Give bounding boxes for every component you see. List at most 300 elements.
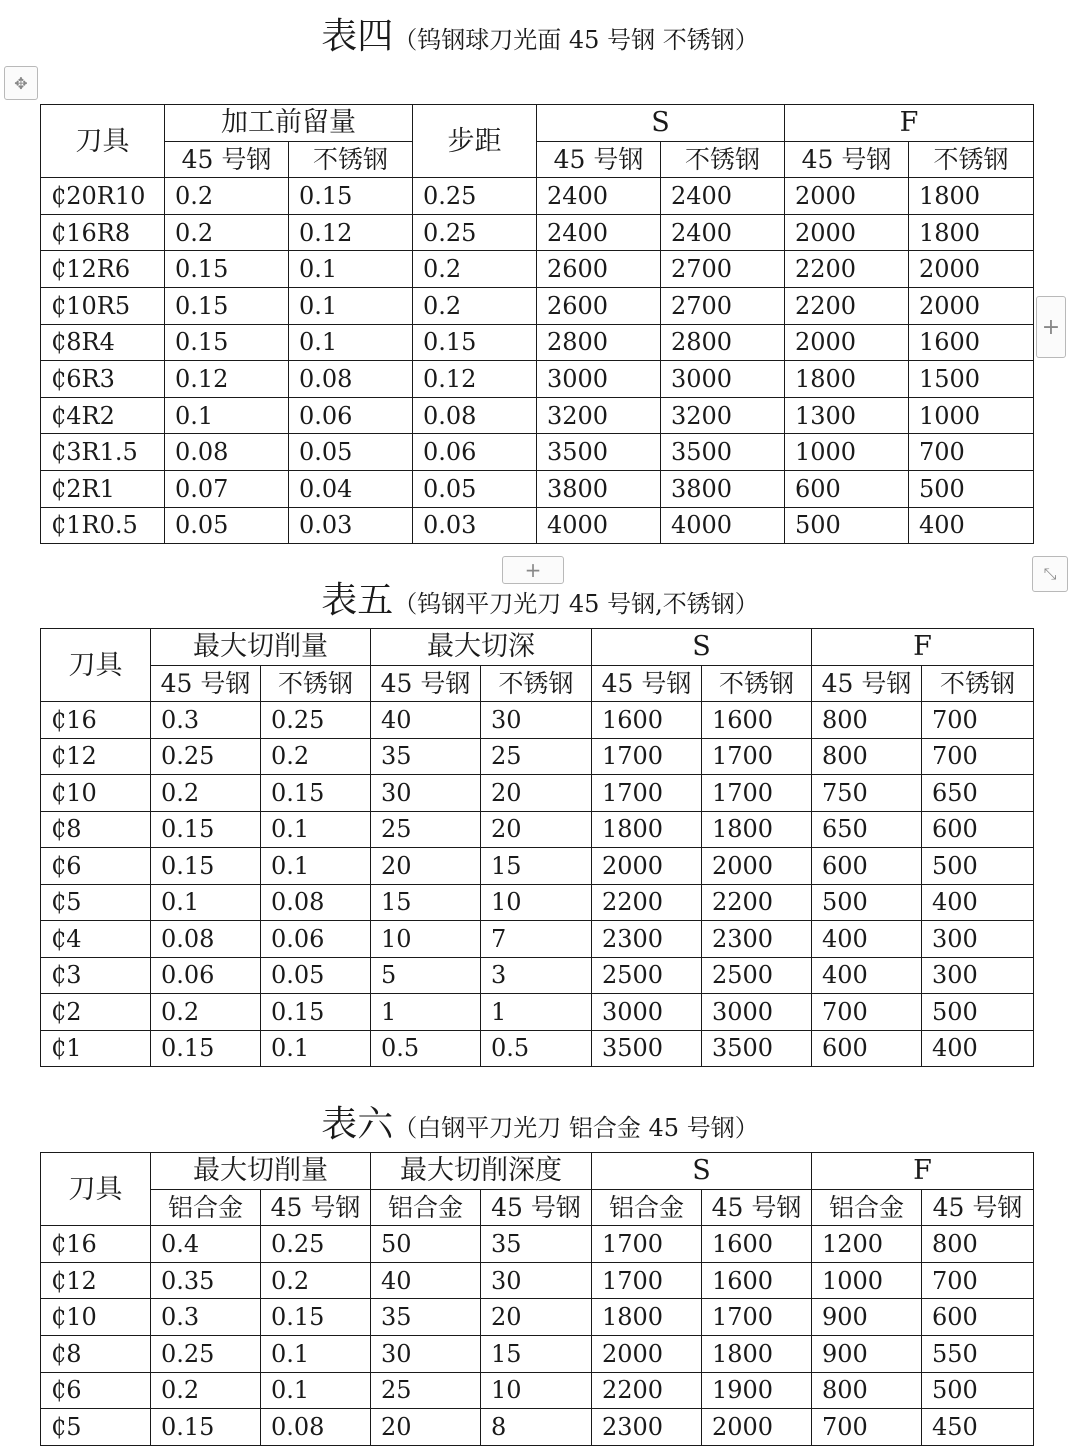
- table6-value-cell[interactable]: 0.15: [261, 1299, 371, 1336]
- table6-value-cell[interactable]: 30: [371, 1335, 481, 1372]
- table4-tool-cell[interactable]: ₵6R3: [41, 361, 165, 398]
- table5-value-cell[interactable]: 600: [922, 811, 1034, 848]
- table4-row: [41, 324, 1034, 361]
- table5-value-cell[interactable]: 500: [922, 848, 1034, 885]
- table6-value-cell[interactable]: 1800: [702, 1335, 812, 1372]
- table5-header-row: [41, 629, 1034, 666]
- table5-value-cell[interactable]: 700: [922, 702, 1034, 739]
- table6-subheader-row: [41, 1189, 1034, 1226]
- table5-value-cell[interactable]: 2000: [592, 848, 702, 885]
- table5-value-cell[interactable]: 1600: [592, 702, 702, 739]
- table5-value-cell[interactable]: 1700: [702, 775, 812, 812]
- table4-value-cell[interactable]: 0.1: [289, 287, 413, 324]
- table5-value-cell[interactable]: 0.1: [261, 811, 371, 848]
- table5-value-cell[interactable]: 500: [922, 994, 1034, 1031]
- table6-body: [41, 1226, 1034, 1446]
- table4-value-cell[interactable]: 0.04: [289, 470, 413, 507]
- table4-value-cell[interactable]: 2700: [661, 251, 785, 288]
- table6-value-cell[interactable]: 900: [812, 1335, 922, 1372]
- table5-value-cell[interactable]: 0.08: [261, 884, 371, 921]
- table4-row: [41, 434, 1034, 471]
- table6-row: [41, 1372, 1034, 1409]
- table6-row: [41, 1226, 1034, 1263]
- table5-value-cell[interactable]: 0.1: [151, 884, 261, 921]
- table5-value-cell[interactable]: 2500: [702, 957, 812, 994]
- table5-value-cell[interactable]: 0.5: [371, 1030, 481, 1067]
- table5-value-cell[interactable]: 0.2: [151, 775, 261, 812]
- table6-value-cell[interactable]: 1800: [592, 1299, 702, 1336]
- table4-row: [41, 470, 1034, 507]
- table5-subheader[interactable]: 45 号钢: [371, 665, 481, 702]
- add-row-icon[interactable]: +: [502, 556, 564, 584]
- table4-value-cell[interactable]: 0.03: [413, 507, 537, 544]
- table4-tool-cell[interactable]: ₵2R1: [41, 470, 165, 507]
- table6-value-cell[interactable]: 35: [371, 1299, 481, 1336]
- table6-value-cell[interactable]: 1600: [702, 1262, 812, 1299]
- table5-tool-cell[interactable]: ₵3: [41, 957, 151, 994]
- table4-row: [41, 287, 1034, 324]
- table5-row: [41, 957, 1034, 994]
- table4-header-stepover[interactable]: 步距: [413, 105, 537, 178]
- table5-row: [41, 1030, 1034, 1067]
- table6-value-cell[interactable]: 0.15: [151, 1409, 261, 1446]
- table4-value-cell[interactable]: 3500: [537, 434, 661, 471]
- table4-title-sub: （钨钢球刀光面 45 号钢 不锈钢）: [393, 26, 759, 54]
- table5-value-cell[interactable]: 20: [371, 848, 481, 885]
- table4-value-cell[interactable]: 0.07: [165, 470, 289, 507]
- table5-value-cell[interactable]: 0.15: [151, 1030, 261, 1067]
- table5-value-cell[interactable]: 30: [481, 702, 592, 739]
- table4-value-cell[interactable]: 2600: [537, 251, 661, 288]
- table6-row: [41, 1335, 1034, 1372]
- table6-row: [41, 1262, 1034, 1299]
- table5-header-speed[interactable]: S: [592, 629, 812, 666]
- table5-value-cell[interactable]: 1700: [592, 775, 702, 812]
- table4-value-cell[interactable]: 0.1: [289, 251, 413, 288]
- table4-header-row: [41, 105, 1034, 142]
- table5-tool-cell[interactable]: ₵12: [41, 738, 151, 775]
- table5-row: [41, 738, 1034, 775]
- table4-value-cell[interactable]: 2800: [661, 324, 785, 361]
- table4-value-cell[interactable]: 3200: [537, 397, 661, 434]
- table5-value-cell[interactable]: 10: [481, 884, 592, 921]
- table4-title-main: 表四: [321, 16, 394, 57]
- table4-value-cell[interactable]: 0.06: [289, 397, 413, 434]
- table5-value-cell[interactable]: 20: [481, 775, 592, 812]
- table6-value-cell[interactable]: 800: [922, 1226, 1034, 1263]
- table6-value-cell[interactable]: 15: [481, 1335, 592, 1372]
- table5-value-cell[interactable]: 15: [371, 884, 481, 921]
- table6-value-cell[interactable]: 900: [812, 1299, 922, 1336]
- table6-value-cell[interactable]: 450: [922, 1409, 1034, 1446]
- table5-value-cell[interactable]: 650: [812, 811, 922, 848]
- table4-value-cell[interactable]: 2200: [785, 287, 909, 324]
- table4-header-speed[interactable]: S: [537, 105, 785, 142]
- table5-value-cell[interactable]: 600: [812, 848, 922, 885]
- table4-row: [41, 214, 1034, 251]
- table5-value-cell[interactable]: 0.2: [151, 994, 261, 1031]
- table6-value-cell[interactable]: 0.2: [151, 1372, 261, 1409]
- table6-value-cell[interactable]: 1000: [812, 1262, 922, 1299]
- table4-value-cell[interactable]: 3800: [661, 470, 785, 507]
- table4-subheader[interactable]: 不锈钢: [289, 141, 413, 178]
- table4-tool-cell[interactable]: ₵1R0.5: [41, 507, 165, 544]
- table5-value-cell[interactable]: 25: [481, 738, 592, 775]
- table4-tool-cell[interactable]: ₵16R8: [41, 214, 165, 251]
- table6-subheader[interactable]: 45 号钢: [261, 1189, 371, 1226]
- table4-subheader[interactable]: 45 号钢: [537, 141, 661, 178]
- table5-value-cell[interactable]: 30: [371, 775, 481, 812]
- table4-row: [41, 178, 1034, 215]
- table5-subheader[interactable]: 不锈钢: [702, 665, 812, 702]
- table4-value-cell[interactable]: 0.15: [289, 178, 413, 215]
- table6-value-cell[interactable]: 0.08: [261, 1409, 371, 1446]
- table4-value-cell[interactable]: 4000: [661, 507, 785, 544]
- table-move-handle-icon[interactable]: ✥: [4, 66, 38, 100]
- table6-value-cell[interactable]: 0.3: [151, 1299, 261, 1336]
- table5-subheader[interactable]: 不锈钢: [261, 665, 371, 702]
- table6-value-cell[interactable]: 1700: [592, 1262, 702, 1299]
- table6-value-cell[interactable]: 25: [371, 1372, 481, 1409]
- table4-value-cell[interactable]: 0.2: [165, 178, 289, 215]
- table5-value-cell[interactable]: 15: [481, 848, 592, 885]
- table4-subheader[interactable]: 45 号钢: [785, 141, 909, 178]
- table5-value-cell[interactable]: 300: [922, 957, 1034, 994]
- table5-value-cell[interactable]: 1800: [702, 811, 812, 848]
- table4-value-cell[interactable]: 3200: [661, 397, 785, 434]
- table4-value-cell[interactable]: 1000: [909, 397, 1034, 434]
- table6-value-cell[interactable]: 2000: [702, 1409, 812, 1446]
- table6-value-cell[interactable]: 40: [371, 1262, 481, 1299]
- table5-subheader[interactable]: 45 号钢: [592, 665, 702, 702]
- table4-value-cell[interactable]: 0.12: [289, 214, 413, 251]
- table5-tool-cell[interactable]: ₵1: [41, 1030, 151, 1067]
- table4-value-cell[interactable]: 2200: [785, 251, 909, 288]
- table5-value-cell[interactable]: 3500: [592, 1030, 702, 1067]
- table6-subheader[interactable]: 铝合金: [151, 1189, 261, 1226]
- table5-subheader[interactable]: 不锈钢: [481, 665, 592, 702]
- table6-value-cell[interactable]: 30: [481, 1262, 592, 1299]
- table4-value-cell[interactable]: 2000: [785, 324, 909, 361]
- table6-header-max-depth[interactable]: 最大切削深度: [371, 1153, 592, 1190]
- table5-row: [41, 994, 1034, 1031]
- table4-header-tool[interactable]: 刀具: [41, 105, 165, 178]
- table5-value-cell[interactable]: 400: [922, 1030, 1034, 1067]
- table4-value-cell[interactable]: 2400: [537, 214, 661, 251]
- table5-value-cell[interactable]: 750: [812, 775, 922, 812]
- table4-value-cell[interactable]: 0.25: [413, 214, 537, 251]
- table6-value-cell[interactable]: 1600: [702, 1226, 812, 1263]
- table6-value-cell[interactable]: 2200: [592, 1372, 702, 1409]
- table6-value-cell[interactable]: 0.1: [261, 1335, 371, 1372]
- table5-title: [0, 572, 1080, 623]
- table5-header-feed[interactable]: F: [812, 629, 1034, 666]
- table5-value-cell[interactable]: 0.15: [261, 994, 371, 1031]
- table5-tool-cell[interactable]: ₵16: [41, 702, 151, 739]
- table4-value-cell[interactable]: 0.15: [165, 251, 289, 288]
- table5-value-cell[interactable]: 400: [922, 884, 1034, 921]
- table5-value-cell[interactable]: 2200: [702, 884, 812, 921]
- table5-header-max-cut[interactable]: 最大切削量: [151, 629, 371, 666]
- table6-value-cell[interactable]: 500: [922, 1372, 1034, 1409]
- table4-value-cell[interactable]: 2000: [785, 214, 909, 251]
- table4-value-cell[interactable]: 0.05: [165, 507, 289, 544]
- table4-value-cell[interactable]: 2600: [537, 287, 661, 324]
- table4-tool-cell[interactable]: ₵10R5: [41, 287, 165, 324]
- table4-tool-cell[interactable]: ₵20R10: [41, 178, 165, 215]
- table5-value-cell[interactable]: 1: [371, 994, 481, 1031]
- table5-value-cell[interactable]: 0.08: [151, 921, 261, 958]
- table5-row: [41, 884, 1034, 921]
- table5-row: [41, 775, 1034, 812]
- table4-value-cell[interactable]: 3500: [661, 434, 785, 471]
- table6-tool-cell[interactable]: ₵16: [41, 1226, 151, 1263]
- table4-value-cell[interactable]: 0.08: [413, 397, 537, 434]
- table5-value-cell[interactable]: 1800: [592, 811, 702, 848]
- table5-tool-cell[interactable]: ₵6: [41, 848, 151, 885]
- table4-header-feed[interactable]: F: [785, 105, 1034, 142]
- table5-value-cell[interactable]: 3000: [702, 994, 812, 1031]
- table5-row: [41, 702, 1034, 739]
- table6-value-cell[interactable]: 0.1: [261, 1372, 371, 1409]
- table5-subheader[interactable]: 不锈钢: [922, 665, 1034, 702]
- table5-subheader[interactable]: 45 号钢: [151, 665, 261, 702]
- table5-tool-cell[interactable]: ₵4: [41, 921, 151, 958]
- table4-value-cell[interactable]: 0.06: [413, 434, 537, 471]
- table6-value-cell[interactable]: 0.2: [261, 1262, 371, 1299]
- table4-value-cell[interactable]: 0.12: [413, 361, 537, 398]
- table5-value-cell[interactable]: 400: [812, 921, 922, 958]
- table6-value-cell[interactable]: 0.25: [261, 1226, 371, 1263]
- table4-value-cell[interactable]: 0.03: [289, 507, 413, 544]
- table4-value-cell[interactable]: 1000: [785, 434, 909, 471]
- table5-value-cell[interactable]: 0.15: [261, 775, 371, 812]
- table6-subheader[interactable]: 45 号钢: [922, 1189, 1034, 1226]
- table5-value-cell[interactable]: 0.06: [261, 921, 371, 958]
- table4-value-cell[interactable]: 0.08: [165, 434, 289, 471]
- table4-value-cell[interactable]: 1800: [909, 178, 1034, 215]
- table6-title-sub: （白钢平刀光刀 铝合金 45 号钢）: [393, 1114, 759, 1142]
- table6-tool-cell[interactable]: ₵8: [41, 1335, 151, 1372]
- table4-value-cell[interactable]: 0.2: [165, 214, 289, 251]
- table5-value-cell[interactable]: 40: [371, 702, 481, 739]
- table5-value-cell[interactable]: 0.25: [151, 738, 261, 775]
- table4-value-cell[interactable]: 0.05: [289, 434, 413, 471]
- table4-value-cell[interactable]: 2800: [537, 324, 661, 361]
- table5-value-cell[interactable]: 600: [812, 1030, 922, 1067]
- table5-value-cell[interactable]: 800: [812, 702, 922, 739]
- table6-title-main: 表六: [321, 1104, 394, 1145]
- add-column-icon[interactable]: +: [1036, 296, 1066, 358]
- table4-row: [41, 251, 1034, 288]
- table4-subheader[interactable]: 45 号钢: [165, 141, 289, 178]
- table4-value-cell[interactable]: 0.1: [289, 324, 413, 361]
- table6-tool-cell[interactable]: ₵5: [41, 1409, 151, 1446]
- table5-value-cell[interactable]: 0.1: [261, 848, 371, 885]
- table6-header-speed[interactable]: S: [592, 1153, 812, 1190]
- table4-row: [41, 507, 1034, 544]
- table4-subheader[interactable]: 不锈钢: [909, 141, 1034, 178]
- table6-value-cell[interactable]: 50: [371, 1226, 481, 1263]
- table4-value-cell[interactable]: 2400: [661, 214, 785, 251]
- table4-value-cell[interactable]: 500: [909, 470, 1034, 507]
- table5-value-cell[interactable]: 5: [371, 957, 481, 994]
- table6-value-cell[interactable]: 20: [371, 1409, 481, 1446]
- table5-header-max-depth[interactable]: 最大切深: [371, 629, 592, 666]
- table5-value-cell[interactable]: 700: [812, 994, 922, 1031]
- table4-value-cell[interactable]: 400: [909, 507, 1034, 544]
- table4-value-cell[interactable]: 1300: [785, 397, 909, 434]
- table6-value-cell[interactable]: 800: [812, 1372, 922, 1409]
- table-resize-icon[interactable]: ⤡: [1032, 556, 1068, 592]
- table6-subheader[interactable]: 45 号钢: [481, 1189, 592, 1226]
- table4-value-cell[interactable]: 1500: [909, 361, 1034, 398]
- table5-value-cell[interactable]: 20: [481, 811, 592, 848]
- table6-value-cell[interactable]: 0.35: [151, 1262, 261, 1299]
- table6-value-cell[interactable]: 2000: [592, 1335, 702, 1372]
- table4-value-cell[interactable]: 3000: [661, 361, 785, 398]
- table4-value-cell[interactable]: 2400: [537, 178, 661, 215]
- table4-row: [41, 397, 1034, 434]
- table5-value-cell[interactable]: 800: [812, 738, 922, 775]
- table5-value-cell[interactable]: 3500: [702, 1030, 812, 1067]
- table4-value-cell[interactable]: 0.08: [289, 361, 413, 398]
- table6-header-feed[interactable]: F: [812, 1153, 1034, 1190]
- table4-value-cell[interactable]: 1800: [909, 214, 1034, 251]
- table5-tool-cell[interactable]: ₵5: [41, 884, 151, 921]
- table4-value-cell[interactable]: 1600: [909, 324, 1034, 361]
- table6-title: [0, 1096, 1080, 1147]
- table5-header-tool[interactable]: 刀具: [41, 629, 151, 702]
- table5-value-cell[interactable]: 700: [922, 738, 1034, 775]
- table5-tool-cell[interactable]: ₵8: [41, 811, 151, 848]
- table5-value-cell[interactable]: 3000: [592, 994, 702, 1031]
- table6-value-cell[interactable]: 1700: [702, 1299, 812, 1336]
- table6-value-cell[interactable]: 1700: [592, 1226, 702, 1263]
- table5-value-cell[interactable]: 2300: [592, 921, 702, 958]
- table4-value-cell[interactable]: 500: [785, 507, 909, 544]
- table5-value-cell[interactable]: 2000: [702, 848, 812, 885]
- table4-value-cell[interactable]: 1800: [785, 361, 909, 398]
- table5-value-cell[interactable]: 0.3: [151, 702, 261, 739]
- table4-value-cell[interactable]: 600: [785, 470, 909, 507]
- table4-value-cell[interactable]: 2700: [661, 287, 785, 324]
- table5-value-cell[interactable]: 10: [371, 921, 481, 958]
- table4-value-cell[interactable]: 0.15: [413, 324, 537, 361]
- table5-value-cell[interactable]: 3: [481, 957, 592, 994]
- table5-subheader[interactable]: 45 号钢: [812, 665, 922, 702]
- table4-body: [41, 178, 1034, 544]
- table5-value-cell[interactable]: 2200: [592, 884, 702, 921]
- table5-value-cell[interactable]: 1700: [592, 738, 702, 775]
- table4-tool-cell[interactable]: ₵3R1.5: [41, 434, 165, 471]
- table5-value-cell[interactable]: 0.06: [151, 957, 261, 994]
- table6-subheader[interactable]: 铝合金: [592, 1189, 702, 1226]
- table4-value-cell[interactable]: 0.12: [165, 361, 289, 398]
- table5-value-cell[interactable]: 0.15: [151, 848, 261, 885]
- table6-header-row: [41, 1153, 1034, 1190]
- table6-value-cell[interactable]: 700: [922, 1262, 1034, 1299]
- table5-value-cell[interactable]: 2300: [702, 921, 812, 958]
- table5-value-cell[interactable]: 2500: [592, 957, 702, 994]
- table4-value-cell[interactable]: 0.15: [165, 287, 289, 324]
- table4-value-cell[interactable]: 3000: [537, 361, 661, 398]
- table5-value-cell[interactable]: 400: [812, 957, 922, 994]
- table4-value-cell[interactable]: 2400: [661, 178, 785, 215]
- table6-tool-cell[interactable]: ₵10: [41, 1299, 151, 1336]
- table5-value-cell[interactable]: 300: [922, 921, 1034, 958]
- table4-value-cell[interactable]: 4000: [537, 507, 661, 544]
- table6-value-cell[interactable]: 8: [481, 1409, 592, 1446]
- table4-value-cell[interactable]: 0.15: [165, 324, 289, 361]
- table4-tool-cell[interactable]: ₵12R6: [41, 251, 165, 288]
- table4-tool-cell[interactable]: ₵4R2: [41, 397, 165, 434]
- table6-tool-cell[interactable]: ₵12: [41, 1262, 151, 1299]
- table6-value-cell[interactable]: 0.4: [151, 1226, 261, 1263]
- table5-row: [41, 811, 1034, 848]
- table5-value-cell[interactable]: 0.2: [261, 738, 371, 775]
- table5-value-cell[interactable]: 0.15: [151, 811, 261, 848]
- table4-value-cell[interactable]: 0.05: [413, 470, 537, 507]
- table6-value-cell[interactable]: 35: [481, 1226, 592, 1263]
- table6-value-cell[interactable]: 10: [481, 1372, 592, 1409]
- table6-header-max-cut[interactable]: 最大切削量: [151, 1153, 371, 1190]
- table5-value-cell[interactable]: 1600: [702, 702, 812, 739]
- table4-tool-cell[interactable]: ₵8R4: [41, 324, 165, 361]
- table6-header-tool[interactable]: 刀具: [41, 1153, 151, 1226]
- table5-value-cell[interactable]: 35: [371, 738, 481, 775]
- table4-value-cell[interactable]: 2000: [785, 178, 909, 215]
- table6-value-cell[interactable]: 600: [922, 1299, 1034, 1336]
- table6-subheader[interactable]: 铝合金: [812, 1189, 922, 1226]
- table4-value-cell[interactable]: 0.25: [413, 178, 537, 215]
- table5-value-cell[interactable]: 7: [481, 921, 592, 958]
- table6-subheader[interactable]: 铝合金: [371, 1189, 481, 1226]
- table5-value-cell[interactable]: 1: [481, 994, 592, 1031]
- table5-value-cell[interactable]: 1700: [702, 738, 812, 775]
- table5-value-cell[interactable]: 0.05: [261, 957, 371, 994]
- table4-value-cell[interactable]: 2000: [909, 287, 1034, 324]
- table6-subheader[interactable]: 45 号钢: [702, 1189, 812, 1226]
- table5-value-cell[interactable]: 0.1: [261, 1030, 371, 1067]
- table6-tool-cell[interactable]: ₵6: [41, 1372, 151, 1409]
- table5-tool-cell[interactable]: ₵10: [41, 775, 151, 812]
- table6-value-cell[interactable]: 550: [922, 1335, 1034, 1372]
- table4-value-cell[interactable]: 700: [909, 434, 1034, 471]
- table5-row: [41, 921, 1034, 958]
- table4-value-cell[interactable]: 0.2: [413, 251, 537, 288]
- table5-value-cell[interactable]: 25: [371, 811, 481, 848]
- table6-value-cell[interactable]: 2300: [592, 1409, 702, 1446]
- table5-value-cell[interactable]: 0.5: [481, 1030, 592, 1067]
- table6-value-cell[interactable]: 20: [481, 1299, 592, 1336]
- table6-value-cell[interactable]: 700: [812, 1409, 922, 1446]
- table5-title-main: 表五: [321, 580, 394, 621]
- table4-subheader[interactable]: 不锈钢: [661, 141, 785, 178]
- table4-value-cell[interactable]: 2000: [909, 251, 1034, 288]
- table5-value-cell[interactable]: 0.25: [261, 702, 371, 739]
- table5-tool-cell[interactable]: ₵2: [41, 994, 151, 1031]
- table4-header-allowance[interactable]: 加工前留量: [165, 105, 413, 142]
- table6-value-cell[interactable]: 1900: [702, 1372, 812, 1409]
- table4-value-cell[interactable]: 3800: [537, 470, 661, 507]
- table5-value-cell[interactable]: 500: [812, 884, 922, 921]
- table5-value-cell[interactable]: 650: [922, 775, 1034, 812]
- table6-value-cell[interactable]: 1200: [812, 1226, 922, 1263]
- table6-value-cell[interactable]: 0.25: [151, 1335, 261, 1372]
- table4-value-cell[interactable]: 0.2: [413, 287, 537, 324]
- table4-value-cell[interactable]: 0.1: [165, 397, 289, 434]
